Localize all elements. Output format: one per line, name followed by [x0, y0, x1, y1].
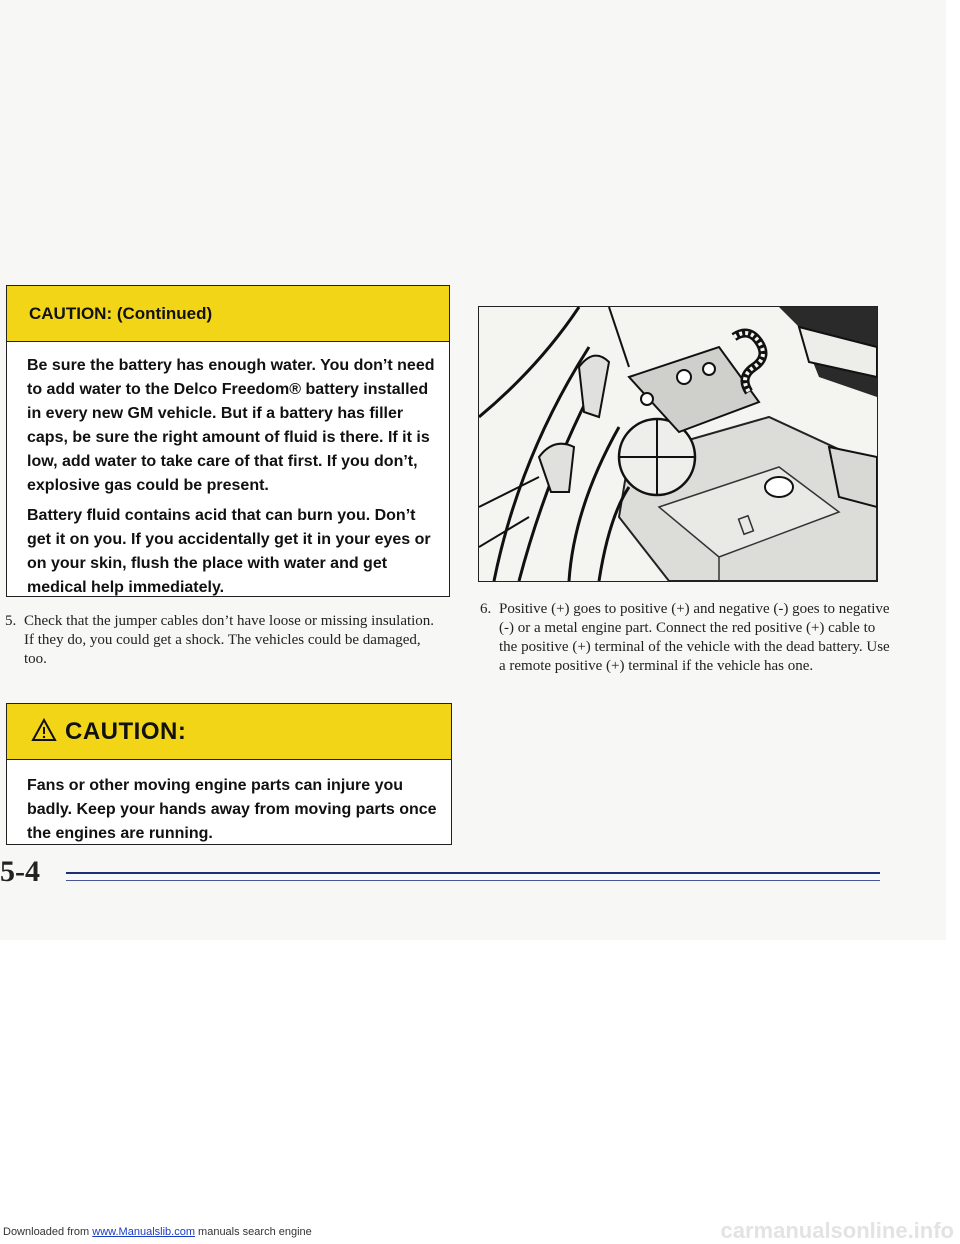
- caution-continued-header: CAUTION: (Continued): [7, 286, 449, 342]
- caution-continued-box: [6, 285, 450, 597]
- caution-moving-parts-header: [7, 704, 451, 760]
- footer-rule: [66, 872, 880, 874]
- caution-paragraph-water: Be sure the battery has enough water. You don’t need to add water to the Delco Freedom® battery installed in every new GM vehicle. But if a battery has filler caps, be sure the right amount of fluid is there. If it is low, add water to take care of that first. If you don’t, explosive gas could be present.: [27, 357, 435, 494]
- caution-continued-body: [7, 342, 449, 600]
- step-5-number: 5.: [5, 613, 17, 629]
- engine-battery-drawing: [479, 307, 877, 581]
- footer-rule-thin: [66, 880, 880, 881]
- caution-moving-parts-body: Fans or other moving engine parts can injure you badly. Keep your hands away from moving parts once the engines are running.: [27, 777, 437, 842]
- download-footer: [3, 1226, 312, 1238]
- footer-prefix: Downloaded from: [3, 1226, 93, 1238]
- watermark: carmanualsonline.info: [720, 1218, 954, 1243]
- warning-triangle-icon: [31, 718, 57, 742]
- step-5-text: Check that the jumper cables don’t have loose or missing insulation. If they do, you could get a shock. The vehicles could be damaged, too.: [24, 613, 435, 667]
- manualslib-link[interactable]: www.Manualslib.com: [92, 1226, 195, 1238]
- footer-suffix: manuals search engine: [194, 1226, 312, 1238]
- page-number: 5-4: [0, 855, 40, 888]
- caution-moving-parts-title: CAUTION:: [65, 718, 187, 745]
- battery-cable-illustration: [478, 306, 878, 582]
- step-6-number: 6.: [480, 601, 492, 617]
- step-6: [480, 600, 890, 676]
- caution-paragraph-acid: Battery fluid contains acid that can burn you. Don’t get it on you. If you accidentally get it in your eyes or on your skin, flush the place with water and get medical help immediately.: [27, 507, 431, 596]
- step-6-text: Positive (+) goes to positive (+) and negative (-) goes to negative (-) or a metal engine part. Connect the red positive (+) cable to the positive (+) terminal of the vehicle with the dead battery. Use a remote positive (+) terminal if the vehicle has one.: [499, 601, 890, 674]
- caution-moving-parts-box: [6, 703, 452, 845]
- step-5: [5, 612, 445, 669]
